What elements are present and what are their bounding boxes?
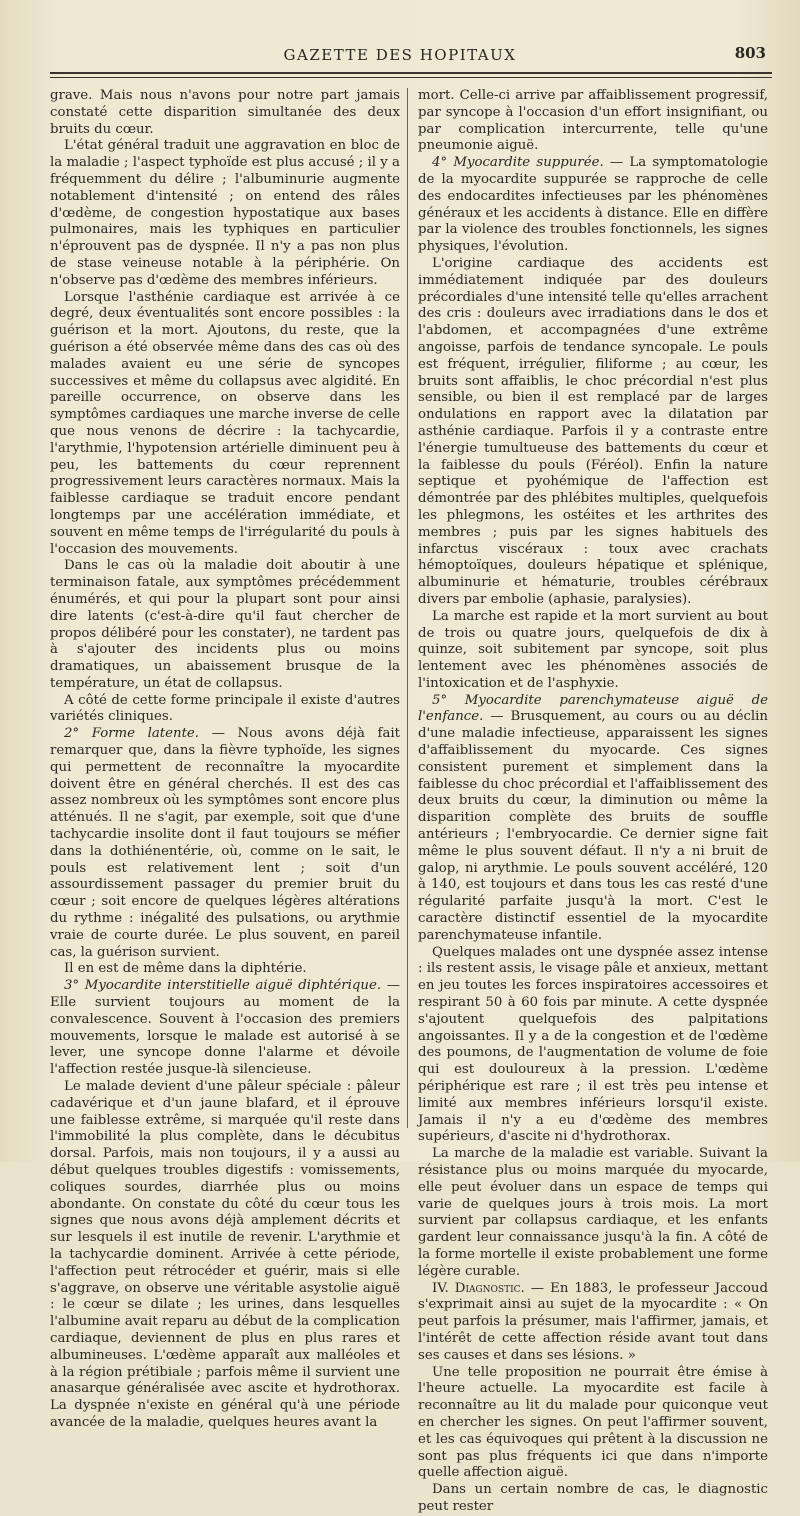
paragraph-text: — Elle survient toujours au moment de la convalescence. Souvent à l'occasion des premiers mouvements, lorsque le malade est autorisé à se lever, une syncope donne l'alarme et dévoile l'affection restée jusque-là silencieuse. (50, 978, 400, 1078)
paragraph: L'origine cardiaque des accidents est immédiatement indiquée par des douleurs précordiales d'une intensité telle qu'elles arrachent des cris : douleurs avec irradiations dans le dos et l'abdomen, et accompagnées d'une extrême angoisse, parfois de tendance syncopale. Le pouls est fréquent, irrégulier, filiforme ; au cœur, les bruits sont affaiblis, le choc précordial n'est plus sensible, ou bien il est remplacé par de larges ondulations en rapport avec la dilatation par asthénie cardiaque. Parfois il y a contraste entre l'énergie tumultueuse des battements du cœur et la faiblesse du pouls (Féréol). Enfin la nature septique et pyohémique de l'affection est démontrée par des phlébites multiples, quelquefois les phlegmons, les ostéites et les arthrites des membres ; puis par les signes habituels des infarctus viscéraux : toux avec crachats hémoptoïques, douleurs hépatique et splénique, albuminurie et hématurie, troubles cérébraux divers par embolie (aphasie, paralysies). (418, 255, 768, 607)
header-rule-thin (50, 77, 772, 78)
paragraph: Une telle proposition ne pourrait être émise à l'heure actuelle. La myocardite est facile à reconnaître au lit du malade pour quiconque veut en chercher les signes. On peut l'affirmer souvent, et les cas équivoques qui prêtent à la discussion ne sont pas plus fréquents ici que dans n'importe quelle affection aiguë. (418, 1364, 768, 1481)
paragraph: Il en est de même dans la diphtérie. (64, 961, 307, 977)
section-label: 2° Forme latente. (64, 726, 200, 742)
paragraph: mort. Celle-ci arrive par affaiblissement progressif, par syncope à l'occasion d'un effort insignifiant, ou par complication intercurrente, telle qu'une pneumonie aiguë. (418, 88, 768, 154)
column-divider (407, 88, 408, 1128)
paragraph (418, 155, 768, 256)
paragraph (50, 726, 400, 961)
paragraph: A côté de cette forme principale il existe d'autres variétés cliniques. (50, 692, 400, 725)
header-rule-thick (50, 72, 772, 74)
paragraph: La marche est rapide et la mort survient au bout de trois ou quatre jours, quelquefois de dix à quinze, soit subitement par syncope, soit plus lentement avec les phénomènes associés de l'intoxication et de l'asphyxie. (418, 608, 768, 691)
page-header (0, 44, 800, 68)
section-label: 5° Myocardite parenchymateuse aiguë de l'enfance. (418, 692, 768, 725)
paragraph: Lorsque l'asthénie cardiaque est arrivée à ce degré, deux éventualités sont encore possibles : la guérison et la mort. Ajoutons, du reste, que la guérison a été observée même dans des cas où des malades avaient eu une série de syncopes successives et même du collapsus avec algidité. En pareille occurrence, on observe dans les symptômes cardiaques une marche inverse de celle que nous venons de décrire : la tachycardie, l'arythmie, l'hypotension artérielle diminuent peu à peu, les battements du cœur reprennent progressivement leurs caractères normaux. Mais la faiblesse cardiaque se traduit encore pendant longtemps par une accélération immédiate, et souvent en même temps de l'irrégularité du pouls à l'occasion des mouvements. (50, 289, 400, 557)
paragraph: L'état général traduit une aggravation en bloc de la maladie ; l'aspect typhoïde est plus accusé ; il y a fréquemment du délire ; l'albuminurie augmente notablement d'intensité ; on entend des râles d'œdème, de congestion hypostatique aux bases pulmonaires, mais les typhiques en particulier n'éprouvent pas de dyspnée. Il n'y a pas non plus de stase veineuse notable à la périphérie. On n'observe pas d'œdème des membres inférieurs. (50, 138, 400, 288)
section-heading: IV. Diagnostic. (432, 1280, 525, 1296)
paragraph: La marche de la maladie est variable. Suivant la résistance plus ou moins marquée du myocarde, elle peut évoluer dans un espace de temps qui varie de quelques jours à trois mois. La mort survient par collapsus cardiaque, et les enfants gardent leur connaissance jusqu'à la fin. A côté de la forme mortelle il existe probablement une forme légère curable. (418, 1146, 768, 1279)
paragraph-text: — Brusquement, au cours ou au déclin d'une maladie infectieuse, apparaissent les signes d'affaiblissement du myocarde. Ces signes consistent purement et simplement dans la faiblesse du choc précordial et l'affaiblissement des deux bruits du cœur, la diminution ou même la disparition complète des bruits de souffle antérieurs ; l'embryocardie. Ce dernier signe fait même le plus souvent défaut. Il n'y a ni bruit de galop, ni arythmie. Le pouls souvent accéléré, 120 à 140, est toujours et dans tous les cas resté d'une régularité parfaite jusqu'à la mort. C'est le caractère distinctif essentiel de la myocardite parenchymateuse infantile. (418, 709, 768, 943)
paragraph (418, 693, 768, 945)
paragraph (50, 978, 400, 1079)
right-column (418, 88, 768, 1516)
paragraph: Dans un certain nombre de cas, le diagnostic peut rester (418, 1482, 768, 1514)
paragraph (418, 1281, 768, 1365)
paragraph: Le malade devient d'une pâleur spéciale : pâleur cadavérique et d'un jaune blafard, et il éprouve une faiblesse extrême, si marquée qu'il reste dans l'immobilité la plus complète, dans le décubitus dorsal. Parfois, mais non toujours, il y a aussi au début quelques troubles digestifs : vomissements, coliques sourdes, diarrhée plus ou moins abondante. On constate du côté du cœur tous les signes que nous avons déjà amplement décrits et sur lesquels il est inutile de revenir. L'arythmie et la tachycardie dominent. Arrivée à cette période, l'affection peut rétrocéder et guérir, mais si elle s'aggrave, on observe une véritable asystolie aiguë : le cœur se dilate ; les urines, dans lesquelles l'albumine avait reparu au début de la complication cardiaque, deviennent de plus en plus rares et albumineuses. L'œdème apparaît aux malléoles et à la région prétibiale ; parfois même il survient une anasarque généralisée avec ascite et hydrothorax. La dyspnée n'existe en général qu'à une période avancée de la maladie, quelques heures avant la (50, 1079, 400, 1430)
paragraph-text: — Nous avons déjà fait remarquer que, dans la fièvre typhoïde, les signes qui permettent de reconnaître la myocardite doivent être en général cherchés. Il est des cas assez nombreux où les symptômes sont encore plus atténués. Il ne s'agit, par exemple, soit que d'une tachycardie insolite dont il faut toujours se méfier dans la dothiénentérie, où, comme on le sait, le pouls est relativement lent ; soit d'un assourdissement passager du premier bruit du cœur ; soit encore de quelques légères altérations du rythme : inégalité des pulsations, ou arythmie vraie de courte durée. Le plus souvent, en pareil cas, la guérison survient. (50, 726, 401, 960)
paragraph-text: — La symptomatologie de la myocardite suppurée se rapproche de celle des endocardites infectieuses par les phénomènes généraux et les accidents à distance. Elle en diffère par la violence des troubles fonctionnels, les signes physiques, l'évolution. (418, 155, 768, 255)
paragraph: grave. Mais nous n'avons pour notre part jamais constaté cette disparition simultanée des deux bruits du cœur. (50, 88, 400, 137)
section-label: 3° Myocardite interstitielle aiguë diphtérique. (64, 978, 382, 994)
paragraph: Dans le cas où la maladie doit aboutir à une terminaison fatale, aux symptômes précédemment énumérés, et qui pour la plupart sont pour ainsi dire latents (c'est-à-dire qu'il faut chercher de propos délibéré pour les constater), ne tardent pas à s'ajouter des incidents plus ou moins dramatiques, un abaissement brusque de la température, un état de collapsus. (50, 558, 400, 691)
section-label: 4° Myocardite suppurée. (432, 155, 604, 171)
journal-title: GAZETTE DES HOPITAUX (283, 46, 517, 64)
paragraph-text: — En 1883, le professeur Jaccoud s'exprimait ainsi au sujet de la myocardite : « On peut parfois la présumer, mais l'affirmer, jamais, et l'intérêt de cette affection réside avant tout dans ses causes et dans ses lésions. » (418, 1280, 768, 1363)
page-number: 803 (734, 44, 766, 62)
paragraph: Quelques malades ont une dyspnée assez intense : ils restent assis, le visage pâle et anxieux, mettant en jeu toutes les forces inspiratoires accessoires et respirant 50 à 60 fois par minute. A cette dyspnée s'ajoutent quelquefois des palpitations angoissantes. Il y a de la congestion et de l'œdème des poumons, de l'augmentation de volume de foie qui est douloureux à la pression. L'œdème périphérique est rare ; il est très peu intense et limité aux membres inférieurs lorsqu'il existe. Jamais il n'y a eu d'œdème des membres supérieurs, d'ascite ni d'hydrothorax. (418, 944, 768, 1145)
left-column (50, 88, 400, 1432)
